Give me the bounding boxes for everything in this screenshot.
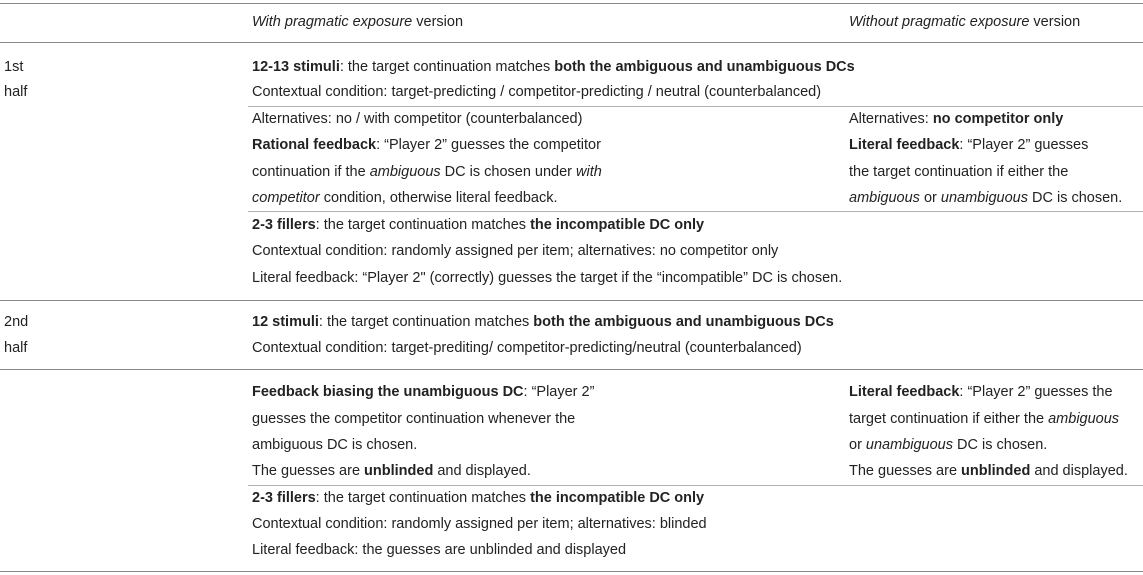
- first-with-alternatives: Alternatives: no / with competitor (counterbalanced): [252, 111, 583, 127]
- rational-bold: Rational feedback: [252, 137, 377, 153]
- first-half-label-2: half: [4, 84, 28, 100]
- first-without-alternatives: [849, 109, 1063, 129]
- second-fillers-feedback: Literal feedback: the guesses are unblinded and displayed: [252, 542, 627, 558]
- rational-1: : “Player 2” guesses the competitor: [376, 137, 601, 153]
- table-bottom-rule: [0, 571, 1143, 572]
- guess-post: and displayed.: [433, 463, 531, 479]
- second-literal-3i: unambiguous: [865, 437, 953, 453]
- first-literal-line-3: [849, 188, 1122, 208]
- first-rational-line-1: [252, 135, 601, 155]
- section-rule: [0, 300, 1143, 301]
- second-fillers: [252, 488, 704, 508]
- first-rational-line-3: [252, 188, 557, 208]
- second-half-rule: [0, 369, 1143, 370]
- second-fillers-bold2: the incompatible DC only: [530, 490, 705, 506]
- first-half-shared-rule: [248, 106, 1143, 107]
- rational-2b: DC is chosen under: [440, 164, 577, 180]
- first-half-contextual: Contextual condition: target-predicting / competitor-predicting / neutral (counterbalanced): [252, 84, 822, 100]
- first-fillers: [252, 215, 704, 235]
- second-biasing-line-2: guesses the competitor continuation whenever the: [252, 411, 576, 427]
- wguess-bold: unblinded: [961, 463, 1031, 479]
- second-half-label-2: half: [4, 340, 28, 356]
- header-without-version: [849, 12, 1080, 32]
- first-half-split-rule: [248, 211, 1143, 212]
- rational-3i: competitor: [252, 190, 320, 206]
- second-literal-line-1: [849, 382, 1113, 402]
- first-literal-3a: or: [919, 190, 941, 206]
- first-literal-1: : “Player 2” guesses: [959, 137, 1089, 153]
- first-fillers-feedback: Literal feedback: “Player 2" (correctly) guesses the target if the “incompatible” DC is chosen.: [252, 270, 843, 286]
- first-fillers-mid: : the target continuation matches: [315, 217, 531, 233]
- table-top-rule: [0, 3, 1143, 4]
- without-alt-pre: Alternatives:: [849, 111, 933, 127]
- second-literal-3a: or: [849, 437, 866, 453]
- first-literal-line-2: the target continuation if either the: [849, 164, 1069, 180]
- second-half-label-1: 2nd: [4, 314, 29, 330]
- second-biasing-line-1: [252, 382, 594, 402]
- second-biasing-line-3: ambiguous DC is chosen.: [252, 437, 418, 453]
- second-literal-1: : “Player 2” guesses the: [959, 384, 1113, 400]
- second-with-guesses: [252, 461, 531, 481]
- header-without-italic: Without pragmatic exposure: [849, 14, 1030, 30]
- first-literal-line-1: [849, 135, 1088, 155]
- first-stimuli-mid: : the target continuation matches: [339, 59, 555, 75]
- rational-3b: condition, otherwise literal feedback.: [319, 190, 558, 206]
- first-fillers-contextual: Contextual condition: randomly assigned per item; alternatives: no competitor only: [252, 243, 779, 259]
- second-literal-2i: ambiguous: [1048, 411, 1120, 427]
- without-alt-bold: no competitor only: [932, 111, 1064, 127]
- second-stimuli-bold2: both the ambiguous and unambiguous DCs: [533, 314, 834, 330]
- header-without-rest: version: [1029, 14, 1081, 30]
- second-fillers-mid: : the target continuation matches: [315, 490, 531, 506]
- second-literal-line-3: [849, 435, 1047, 455]
- first-half-label-1: 1st: [4, 59, 24, 75]
- biasing-1: : “Player 2”: [523, 384, 595, 400]
- second-literal-bold: Literal feedback: [849, 384, 960, 400]
- guess-bold: unblinded: [364, 463, 434, 479]
- first-stimuli-bold: 12-13 stimuli: [252, 59, 340, 75]
- second-fillers-contextual: Contextual condition: randomly assigned per item; alternatives: blinded: [252, 516, 707, 532]
- first-literal-3b: DC is chosen.: [1027, 190, 1123, 206]
- first-stimuli-bold2: both the ambiguous and unambiguous DCs: [554, 59, 855, 75]
- first-half-stimuli: [252, 57, 855, 77]
- rational-2i: ambiguous: [369, 164, 441, 180]
- biasing-bold: Feedback biasing the unambiguous DC: [252, 384, 524, 400]
- wguess-pre: The guesses are: [849, 463, 962, 479]
- second-without-guesses: [849, 461, 1128, 481]
- second-half-stimuli: [252, 312, 834, 332]
- guess-pre: The guesses are: [252, 463, 365, 479]
- second-fillers-bold: 2-3 fillers: [252, 490, 316, 506]
- second-half-split-rule: [248, 485, 1143, 486]
- second-literal-3b: DC is chosen.: [953, 437, 1048, 453]
- second-stimuli-bold: 12 stimuli: [252, 314, 319, 330]
- first-literal-3i: ambiguous: [849, 190, 920, 206]
- first-literal-3i2: unambiguous: [940, 190, 1028, 206]
- first-literal-bold: Literal feedback: [849, 137, 960, 153]
- header-rule: [0, 42, 1143, 43]
- rational-2a: continuation if the: [252, 164, 370, 180]
- header-with-italic: With pragmatic exposure: [252, 14, 413, 30]
- header-with-rest: version: [412, 14, 464, 30]
- header-with-version: [252, 12, 463, 32]
- first-fillers-bold2: the incompatible DC only: [530, 217, 705, 233]
- first-fillers-bold: 2-3 fillers: [252, 217, 316, 233]
- rational-2i2: with: [576, 164, 602, 180]
- second-half-contextual: Contextual condition: target-prediting/ competitor-predicting/neutral (counterbalanced): [252, 340, 802, 356]
- second-literal-2a: target continuation if either the: [849, 411, 1049, 427]
- first-rational-line-2: [252, 162, 602, 182]
- second-stimuli-mid: : the target continuation matches: [318, 314, 534, 330]
- second-literal-line-2: [849, 409, 1119, 429]
- wguess-post: and displayed.: [1030, 463, 1128, 479]
